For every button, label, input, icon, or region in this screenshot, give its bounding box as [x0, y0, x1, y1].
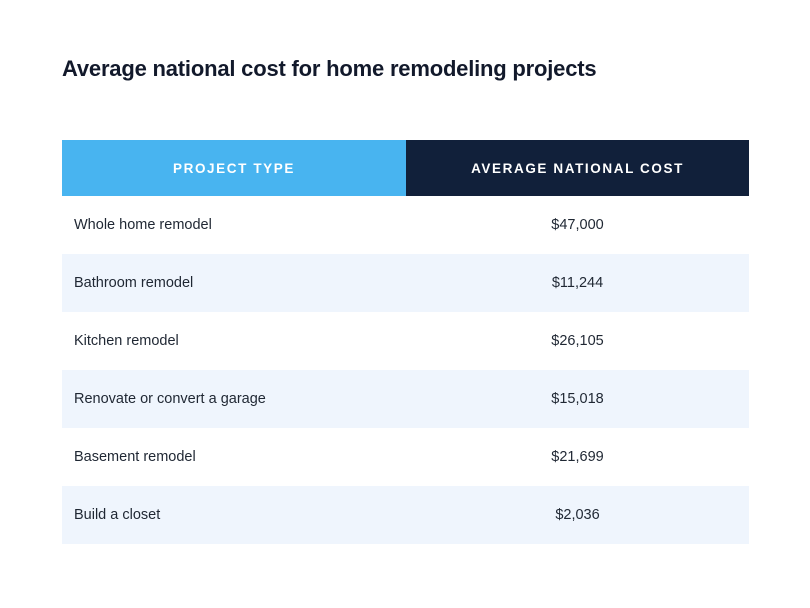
cell-project-type: Whole home remodel	[62, 196, 406, 254]
page-title: Average national cost for home remodeling projects	[62, 56, 597, 81]
table-row	[62, 254, 749, 312]
cell-project-type: Kitchen remodel	[62, 312, 406, 370]
cell-average-cost: $26,105	[406, 312, 749, 370]
column-header-project-type: PROJECT TYPE	[62, 140, 406, 196]
cell-project-type: Bathroom remodel	[62, 254, 406, 312]
cell-average-cost: $15,018	[406, 370, 749, 428]
cell-average-cost: $11,244	[406, 254, 749, 312]
cell-average-cost: $47,000	[406, 196, 749, 254]
table-row	[62, 312, 749, 370]
cell-project-type: Renovate or convert a garage	[62, 370, 406, 428]
cell-project-type: Build a closet	[62, 486, 406, 544]
table-row	[62, 486, 749, 544]
cell-average-cost: $21,699	[406, 428, 749, 486]
table-row	[62, 428, 749, 486]
table-header	[62, 140, 749, 196]
cost-table	[62, 140, 749, 544]
cost-table-container	[62, 140, 749, 544]
table-header-row	[62, 140, 749, 196]
table-body	[62, 196, 749, 544]
cell-average-cost: $2,036	[406, 486, 749, 544]
column-header-average-national-cost: AVERAGE NATIONAL COST	[406, 140, 749, 196]
table-row	[62, 370, 749, 428]
table-row	[62, 196, 749, 254]
cell-project-type: Basement remodel	[62, 428, 406, 486]
